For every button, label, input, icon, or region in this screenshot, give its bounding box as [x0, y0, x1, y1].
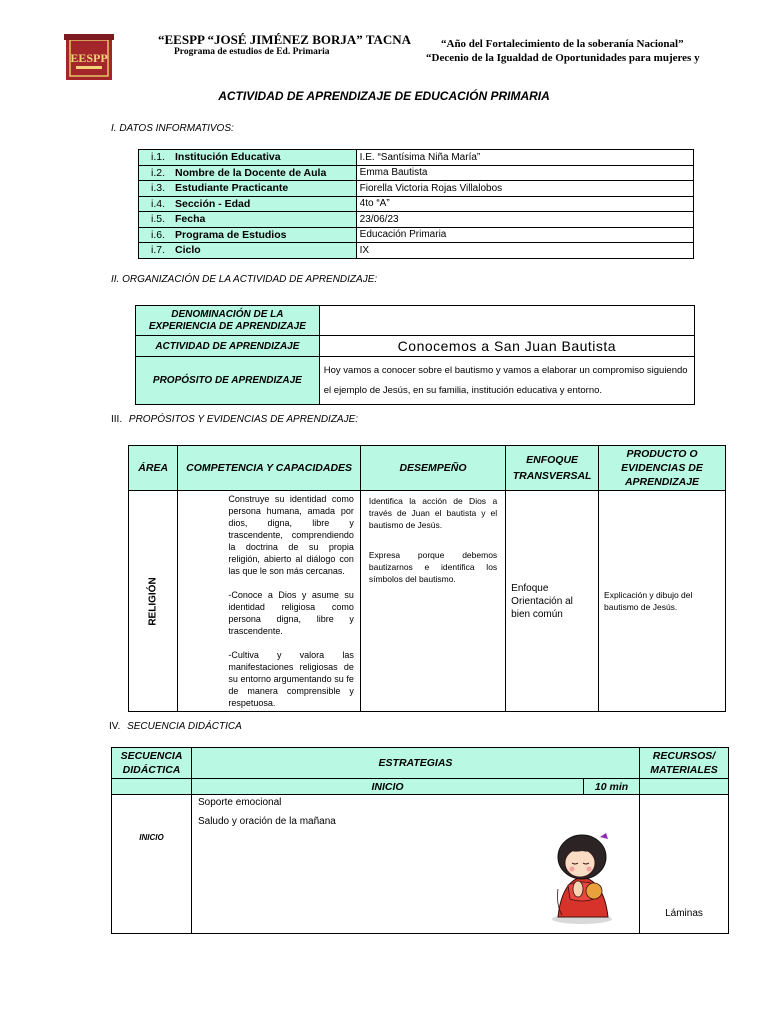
page-title: ACTIVIDAD DE APRENDIZAJE DE EDUCACIÓN PRIMARIA	[218, 89, 550, 103]
proposito-row	[136, 357, 695, 405]
phase-empty-cell-2	[640, 779, 729, 795]
actividad-row	[136, 336, 695, 357]
proposito-label: PROPÓSITO DE APRENDIZAJE	[136, 357, 320, 405]
datos-num: i.2.	[151, 166, 166, 179]
section-3-heading	[111, 414, 358, 425]
datos-value: I.E. “Santísima Niña María”	[356, 150, 693, 166]
datos-label-cell	[139, 227, 357, 243]
enfoque-cell	[506, 491, 599, 712]
datos-num: i.3.	[151, 182, 166, 195]
datos-value: IX	[356, 243, 693, 259]
datos-label: Fecha	[175, 213, 206, 226]
area-religion: RELIGIÓN	[147, 576, 159, 626]
producto-value: Explicación y dibujo del bautismo de Jesús.	[604, 590, 693, 612]
datos-label: Programa de Estudios	[175, 228, 287, 241]
datos-label-cell	[139, 150, 357, 166]
datos-num: i.7.	[151, 244, 166, 257]
section-1-heading: I. DATOS INFORMATIVOS:	[111, 123, 234, 134]
propositos-table	[128, 445, 726, 712]
phase-empty-cell	[112, 779, 192, 795]
competencia-2: -Conoce a Dios y asume su identidad religiosa como persona digna, libre y trascendente.	[228, 590, 354, 636]
strategy-soporte: Soporte emocional	[197, 797, 282, 808]
year-motto-1: “Año del Fortalecimiento de la soberanía Nacional”	[441, 38, 684, 50]
header-competencia: COMPETENCIA Y CAPACIDADES	[178, 446, 361, 491]
datos-value: Educación Primaria	[356, 227, 693, 243]
header-desempeno: DESEMPEÑO	[360, 446, 505, 491]
datos-num: i.6.	[151, 228, 166, 241]
phase-label: INICIO	[191, 779, 583, 795]
datos-row	[139, 243, 694, 259]
logo-text: EESPP	[70, 51, 108, 65]
organizacion-table	[135, 305, 695, 405]
producto-cell	[599, 491, 726, 712]
header-secuencia: SECUENCIA DIDÁCTICA	[112, 748, 192, 779]
phase-time: 10 min	[584, 779, 640, 795]
datos-row	[139, 181, 694, 197]
datos-label: Nombre de la Docente de Aula	[175, 166, 327, 179]
propositos-header-row	[129, 446, 726, 491]
section-3-title: PROPÓSITOS Y EVIDENCIAS DE APRENDIZAJE:	[128, 414, 359, 425]
section-3-num: III.	[111, 414, 123, 425]
row-label-cell	[112, 795, 192, 934]
actividad-value: Conocemos a San Juan Bautista	[319, 336, 694, 357]
datos-num: i.1.	[151, 151, 166, 164]
datos-row	[139, 212, 694, 228]
datos-row	[139, 196, 694, 212]
datos-label-cell	[139, 196, 357, 212]
datos-value: Emma Bautista	[356, 165, 693, 181]
datos-value: Fiorella Victoria Rojas Villalobos	[356, 181, 693, 197]
datos-label: Estudiante Practicante	[175, 182, 289, 195]
recurso-laminas: Láminas	[665, 908, 703, 919]
school-name: “EESPP “JOSÉ JIMÉNEZ BORJA” TACNA	[158, 32, 412, 47]
secuencia-table	[111, 747, 729, 934]
section-4-heading	[109, 721, 242, 732]
datos-label-cell	[139, 181, 357, 197]
secuencia-header-row	[112, 748, 729, 779]
competencia-1: Construye su identidad como persona humana, amada por dios, digna, libre y trascendente, comprendiendo la doctrina de su propia religión, abierto al diálogo con las que le son más cercanas.	[228, 494, 354, 576]
datos-label-cell	[139, 165, 357, 181]
datos-value: 4to “A”	[356, 196, 693, 212]
datos-label-cell	[139, 243, 357, 259]
program-name: Programa de estudios de Ed. Primaria	[174, 47, 330, 57]
header-estrategias: ESTRATEGIAS	[191, 748, 639, 779]
datos-num: i.5.	[151, 213, 166, 226]
desempeno-2: Expresa porque debemos bautizarnos e identifica los símbolos del bautismo.	[368, 550, 498, 584]
inicio-content-row	[112, 795, 729, 934]
competencia-3: -Cultiva y valora las manifestaciones religiosas de su entorno argumentando su fe de manera comprensible y respetuosa.	[228, 650, 354, 708]
header-area: ÁREA	[129, 446, 178, 491]
section-4-title: SECUENCIA DIDÁCTICA	[127, 721, 242, 732]
estrategias-cell	[191, 795, 639, 934]
datos-value: 23/06/23	[356, 212, 693, 228]
inicio-phase-row	[112, 779, 729, 795]
actividad-label: ACTIVIDAD DE APRENDIZAJE	[136, 336, 320, 357]
praying-girl-illustration	[548, 819, 618, 925]
strategy-saludo: Saludo y oración de la mañana	[197, 816, 336, 827]
year-motto-2: “Decenio de la Igualdad de Oportunidades para mujeres y	[426, 52, 700, 64]
denominacion-row	[136, 306, 695, 336]
header-enfoque: ENFOQUE TRANSVERSAL	[506, 446, 599, 491]
row-label-inicio: INICIO	[139, 833, 164, 842]
competencia-cell	[178, 491, 361, 712]
header-producto: PRODUCTO O EVIDENCIAS DE APRENDIZAJE	[599, 446, 726, 491]
propositos-body-row	[129, 491, 726, 712]
datos-row	[139, 150, 694, 166]
institution-logo	[62, 30, 116, 86]
section-2-heading: II. ORGANIZACIÓN DE LA ACTIVIDAD DE APRENDIZAJE:	[111, 274, 378, 285]
datos-label: Institución Educativa	[175, 151, 281, 164]
denominacion-label: DENOMINACIÓN DE LA EXPERIENCIA DE APRENDIZAJE	[136, 306, 320, 336]
desempeno-1: Identifica la acción de Dios a través de Juan el bautista y el bautismo de Jesús.	[368, 496, 498, 530]
datos-row	[139, 227, 694, 243]
recursos-cell	[640, 795, 729, 934]
denominacion-value	[319, 306, 694, 336]
proposito-value: Hoy vamos a conocer sobre el bautismo y vamos a elaborar un compromiso siguiendo el ejemplo de Jesús, en su familia, institución educativa y entorno.	[319, 357, 694, 405]
enfoque-value: Enfoque Orientación al bien común	[511, 582, 573, 620]
header-recursos: RECURSOS/ MATERIALES	[640, 748, 729, 779]
datos-row	[139, 165, 694, 181]
datos-informativos-table	[138, 149, 694, 259]
section-4-num: IV.	[109, 721, 121, 732]
datos-num: i.4.	[151, 197, 166, 210]
datos-label: Ciclo	[175, 244, 201, 257]
datos-label: Sección - Edad	[175, 197, 251, 210]
desempeno-cell	[360, 491, 505, 712]
area-cell	[129, 491, 178, 712]
datos-label-cell	[139, 212, 357, 228]
